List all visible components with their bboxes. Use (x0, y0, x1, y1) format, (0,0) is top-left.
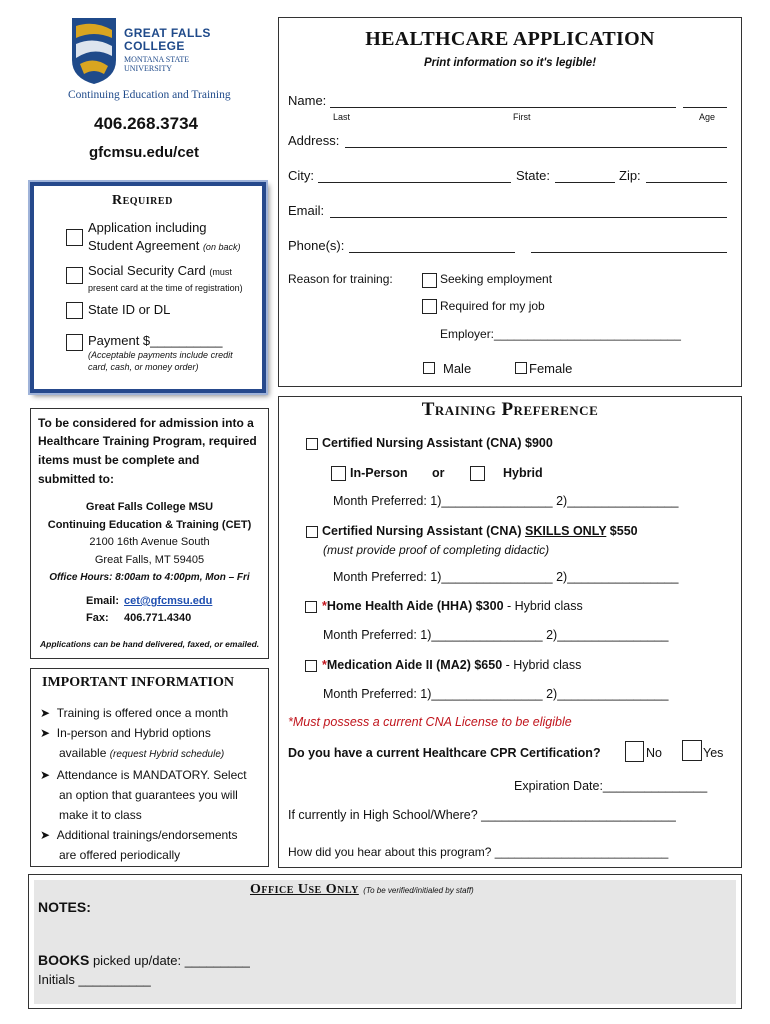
state-label: State: (516, 168, 550, 183)
cna-skills-checkbox[interactable] (306, 526, 318, 538)
seeking-employment-checkbox[interactable] (422, 273, 437, 288)
college-shield-icon (70, 16, 118, 86)
zip-input[interactable] (646, 182, 727, 183)
high-school-field[interactable]: If currently in High School/Where? ____________________________ (288, 808, 676, 822)
training-title: Training Preference (421, 399, 599, 420)
required-payment-label: Payment $__________ (88, 333, 223, 348)
cpr-no-checkbox[interactable] (625, 741, 644, 762)
app-email-input[interactable] (330, 217, 727, 218)
female-label: Female (529, 361, 573, 376)
phone-number: 406.268.3734 (94, 114, 198, 133)
important-item-3b: an option that guarantees you will (59, 788, 238, 802)
arrow-bullet-icon: ➤ (40, 726, 57, 740)
admission-text-2: Healthcare Training Program, required (38, 434, 257, 448)
male-checkbox[interactable] (423, 362, 435, 374)
important-item-3c: make it to class (59, 808, 142, 822)
hybrid-label: Hybrid (503, 466, 543, 480)
important-item-2: ➤ In-person and Hybrid options (40, 726, 211, 740)
important-item-2b: available (request Hybrid schedule) (59, 746, 225, 760)
initials-field[interactable]: Initials __________ (38, 972, 151, 987)
address-line-2: Continuing Education & Training (CET) (47, 518, 252, 531)
ma2-month-preferred[interactable]: Month Preferred: 1)________________ 2)________________ (323, 687, 669, 701)
submission-note: Applications can be hand delivered, faxed, or emailed. (40, 639, 260, 649)
fax-number: 406.771.4340 (124, 612, 192, 624)
required-payment-note2: card, cash, or money order) (88, 362, 199, 372)
address-input[interactable] (345, 147, 727, 148)
hha-label: *Home Health Aide (HHA) $300 - Hybrid class (322, 599, 583, 613)
admission-text-4: submitted to: (38, 472, 114, 486)
last-caption: Last (333, 112, 351, 122)
office-use-heading: Office Use Only (To be verified/initialed by staff) (250, 882, 474, 897)
admission-text-1: To be considered for admission into a (38, 416, 254, 430)
city-label: City: (288, 168, 314, 183)
required-payment-note1: (Acceptable payments include credit (88, 350, 233, 360)
in-person-checkbox[interactable] (331, 466, 346, 481)
address-line-3: 2100 16th Avenue South (89, 536, 210, 548)
application-title: HEALTHCARE APPLICATION (365, 28, 655, 50)
important-item-4b: are offered periodically (59, 848, 181, 862)
logo-line1: GREAT FALLS (124, 26, 211, 40)
books-field[interactable]: BOOKS picked up/date: _________ (38, 952, 250, 968)
phone1-input[interactable] (349, 252, 515, 253)
city-input[interactable] (318, 182, 511, 183)
address-label: Address: (288, 133, 340, 148)
ma2-checkbox[interactable] (305, 660, 317, 672)
first-caption: First (513, 112, 531, 122)
address-line-4: Great Falls, MT 59405 (94, 553, 205, 566)
required-id-label: State ID or DL (88, 302, 171, 317)
required-payment-checkbox[interactable] (66, 334, 83, 351)
important-item-3: ➤ Attendance is MANDATORY. Select (40, 768, 247, 782)
mailing-address (30, 499, 269, 587)
age-input[interactable] (683, 107, 727, 108)
logo-line4: UNIVERSITY (124, 64, 172, 73)
or-label: or (432, 466, 445, 480)
seeking-employment-label: Seeking employment (440, 272, 553, 286)
cna-license-note: *Must possess a current CNA License to be eligible (288, 715, 572, 729)
ma2-label: *Medication Aide II (MA2) $650 - Hybrid class (322, 658, 582, 672)
important-title: IMPORTANT INFORMATION (42, 675, 235, 690)
cna-skills-label: Certified Nursing Assistant (CNA) SKILLS ONLY $550 (322, 524, 638, 538)
phones-label: Phone(s): (288, 238, 345, 253)
cpr-question: Do you have a current Healthcare CPR Certification? (288, 746, 601, 760)
logo-line3: MONTANA STATE (124, 55, 190, 64)
email-label: Email: (86, 595, 120, 607)
logo-line2: COLLEGE (124, 39, 185, 53)
important-list (40, 703, 247, 865)
required-job-checkbox[interactable] (422, 299, 437, 314)
how-heard-field[interactable]: How did you hear about this program? __________________________ (288, 845, 669, 859)
important-item-4: ➤ Additional trainings/endorsements (40, 828, 238, 842)
employer-field[interactable]: Employer:____________________________ (440, 327, 681, 341)
admission-text-3: items must be complete and (38, 453, 200, 467)
cpr-yes-label: Yes (703, 746, 724, 760)
cpr-no-label: No (646, 746, 662, 760)
notes-label: NOTES: (38, 899, 91, 915)
in-person-label: In-Person (350, 466, 408, 480)
address-line-1: Great Falls College MSU (85, 501, 214, 513)
required-ssn-note: present card at the time of registration) (88, 283, 243, 293)
fax-label: Fax: (86, 612, 109, 624)
hha-checkbox[interactable] (305, 601, 317, 613)
age-caption: Age (699, 112, 716, 122)
phone2-input[interactable] (531, 252, 727, 253)
arrow-bullet-icon: ➤ (40, 706, 57, 720)
female-checkbox[interactable] (515, 362, 527, 374)
important-item-1: ➤ Training is offered once a month (40, 706, 229, 720)
required-ssn-label: Social Security Card (must (88, 263, 232, 278)
cna-month-preferred[interactable]: Month Preferred: 1)________________ 2)________________ (333, 494, 679, 508)
zip-label: Zip: (619, 168, 641, 183)
reason-label: Reason for training: (288, 272, 393, 286)
required-job-label: Required for my job (440, 299, 545, 313)
required-title: Required (112, 193, 173, 208)
email-link[interactable]: cet@gfcmsu.edu (124, 595, 213, 607)
cpr-yes-checkbox[interactable] (682, 740, 702, 761)
expiration-date-field[interactable]: Expiration Date:_______________ (514, 779, 708, 793)
app-email-label: Email: (288, 203, 325, 218)
required-id-checkbox[interactable] (66, 302, 83, 319)
cna-checkbox[interactable] (306, 438, 318, 450)
required-application-checkbox[interactable] (66, 229, 83, 246)
cna-skills-month-preferred[interactable]: Month Preferred: 1)________________ 2)________________ (333, 570, 679, 584)
name-input[interactable] (330, 107, 676, 108)
application-subtitle: Print information so it's legible! (423, 57, 597, 69)
department-name: Continuing Education and Training (68, 89, 231, 101)
name-label: Name: (288, 93, 327, 108)
didactic-note: (must provide proof of completing didactic) (323, 543, 550, 557)
state-input[interactable] (555, 182, 615, 183)
required-application-label: Application including (88, 220, 207, 235)
college-logo (70, 16, 232, 86)
website: gfcmsu.edu/cet (89, 144, 200, 161)
arrow-bullet-icon: ➤ (40, 828, 57, 842)
arrow-bullet-icon: ➤ (40, 768, 57, 782)
male-label: Male (443, 361, 472, 376)
office-hours: Office Hours: 8:00am to 4:00pm, Mon – Fri (49, 572, 250, 583)
required-ssn-checkbox[interactable] (66, 267, 83, 284)
hha-month-preferred[interactable]: Month Preferred: 1)________________ 2)________________ (323, 628, 669, 642)
required-agreement-label: Student Agreement (on back) (88, 238, 241, 253)
cna-label: Certified Nursing Assistant (CNA) $900 (322, 436, 553, 450)
hybrid-checkbox[interactable] (470, 466, 485, 481)
